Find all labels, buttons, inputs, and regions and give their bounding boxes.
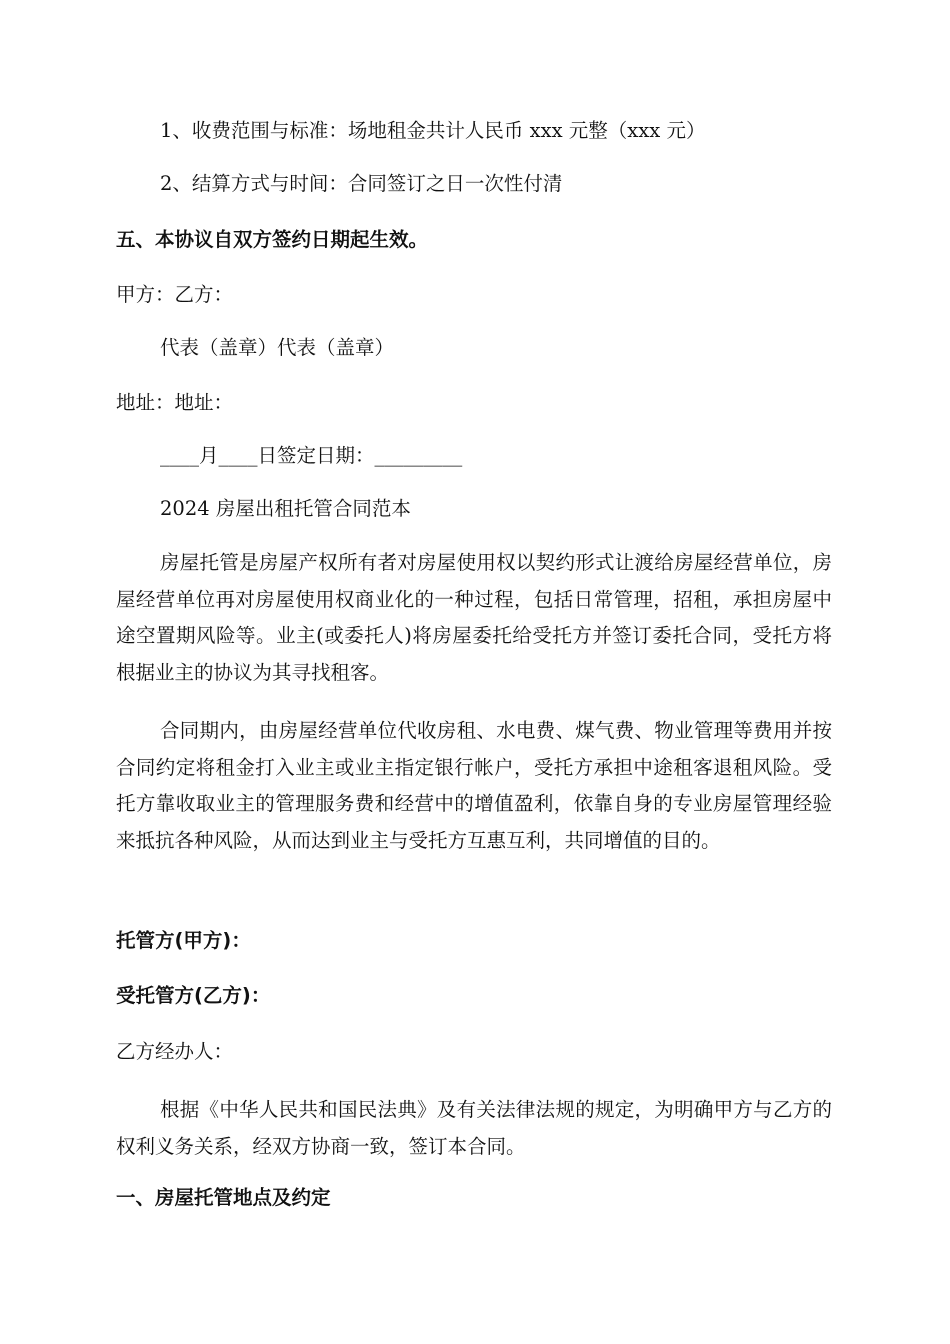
parties-line: 甲方：乙方： bbox=[116, 283, 234, 306]
representatives-line: 代表（盖章）代表（盖章） bbox=[160, 336, 395, 359]
contract-title: 2024 房屋出租托管合同范本 bbox=[160, 497, 411, 520]
trustee-label: 受托管方(乙方)： bbox=[116, 984, 271, 1007]
settlement-line: 2、结算方式与时间：合同签订之日一次性付清 bbox=[160, 172, 563, 195]
sign-date-line: ____月____日签定日期：_________ bbox=[160, 444, 463, 467]
custodian-label: 托管方(甲方)： bbox=[116, 929, 251, 952]
section-one-heading: 一、房屋托管地点及约定 bbox=[116, 1186, 331, 1209]
addresses-line: 地址：地址： bbox=[116, 391, 234, 414]
term-paragraph: 合同期内，由房屋经营单位代收房租、水电费、煤气费、物业管理等费用并按合同约定将租金打入业主或业主指定银行帐户，受托方承担中途租客退租风险。受托方靠收取业主的管理服务费和经营中的增值盈利，依靠自身的专业房屋管理经验来抵抗各种风险，从而达到业主与受托方互惠互利，共同增值的目的。 bbox=[116, 719, 832, 852]
section-five-heading: 五、本协议自双方签约日期起生效。 bbox=[116, 228, 429, 251]
legal-basis-paragraph: 根据《中华人民共和国民法典》及有关法律法规的规定，为明确甲方与乙方的权利义务关系，经双方协商一致，签订本合同。 bbox=[116, 1098, 832, 1158]
agent-label: 乙方经办人： bbox=[116, 1040, 234, 1063]
intro-paragraph: 房屋托管是房屋产权所有者对房屋使用权以契约形式让渡给房屋经营单位，房屋经营单位再对房屋使用权商业化的一种过程，包括日常管理，招租，承担房屋中途空置期风险等。业主(或委托人)将房屋委托给受托方并签订委托合同，受托方将根据业主的协议为其寻找租客。 bbox=[116, 551, 832, 684]
fee-scope-line: 1、收费范围与标准：场地租金共计人民币 xxx 元整（xxx 元） bbox=[160, 119, 706, 142]
